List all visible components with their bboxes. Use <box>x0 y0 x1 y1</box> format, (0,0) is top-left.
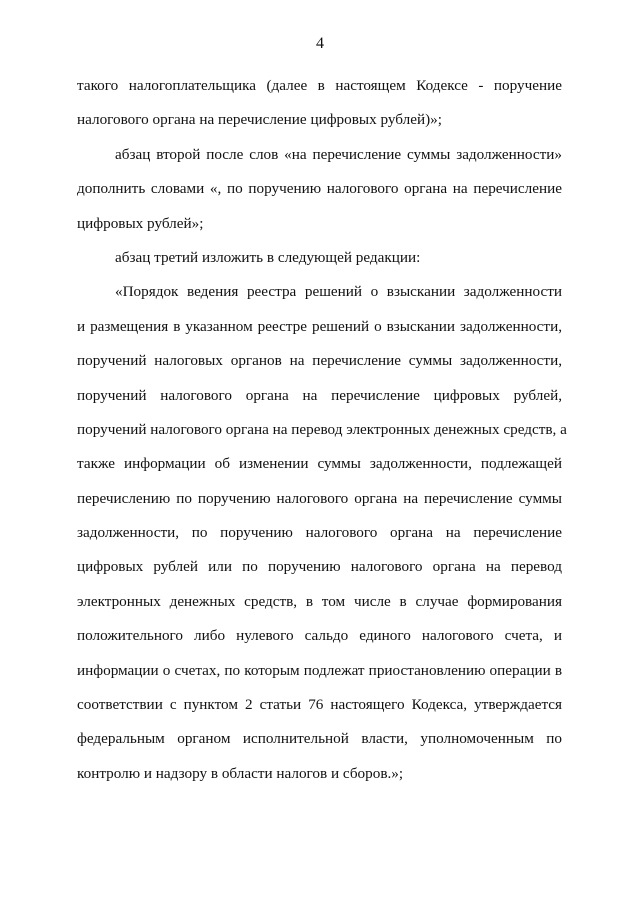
text-line: задолженности, по поручению налогового органа на перечисление <box>77 524 562 542</box>
text-line: абзац второй после слов «на перечисление суммы задолженности» <box>115 145 562 163</box>
text-line: цифровых рублей или по поручению налогового органа на перевод <box>77 558 562 576</box>
text-line: и размещения в указанном реестре решений о взыскании задолженности, <box>77 317 562 335</box>
text-line: дополнить словами «, по поручению налогового органа на перечисление <box>77 180 562 198</box>
text-line: поручений налогового органа на перечисление цифровых рублей, <box>77 386 562 404</box>
page-number: 4 <box>316 35 324 52</box>
text-line: налогового органа на перечисление цифровых рублей)»; <box>77 111 442 129</box>
text-line: соответствии с пунктом 2 статьи 76 настоящего Кодекса, утверждается <box>77 696 562 714</box>
document-body <box>77 73 567 795</box>
text-line: электронных денежных средств, в том числе в случае формирования <box>77 592 562 610</box>
text-line: информации о счетах, по которым подлежат приостановлению операции в <box>77 661 562 679</box>
text-line: также информации об изменении суммы задолженности, подлежащей <box>77 455 562 473</box>
text-line: абзац третий изложить в следующей редакции: <box>115 248 421 266</box>
text-line: перечислению по поручению налогового органа на перечисление суммы <box>77 489 562 507</box>
text-line: контролю и надзору в области налогов и сборов.»; <box>77 764 404 782</box>
text-line: федеральным органом исполнительной власти, уполномоченным по <box>77 730 562 748</box>
text-line: «Порядок ведения реестра решений о взыскании задолженности <box>115 283 562 301</box>
text-line: такого налогоплательщика (далее в настоящем Кодексе - поручение <box>77 77 562 94</box>
text-line: цифровых рублей»; <box>77 214 204 232</box>
text-line: поручений налоговых органов на перечисление суммы задолженности, <box>77 352 562 370</box>
text-line: положительного либо нулевого сальдо единого налогового счета, и <box>77 627 562 645</box>
text-line: поручений налогового органа на перевод электронных денежных средств, а <box>77 420 567 438</box>
